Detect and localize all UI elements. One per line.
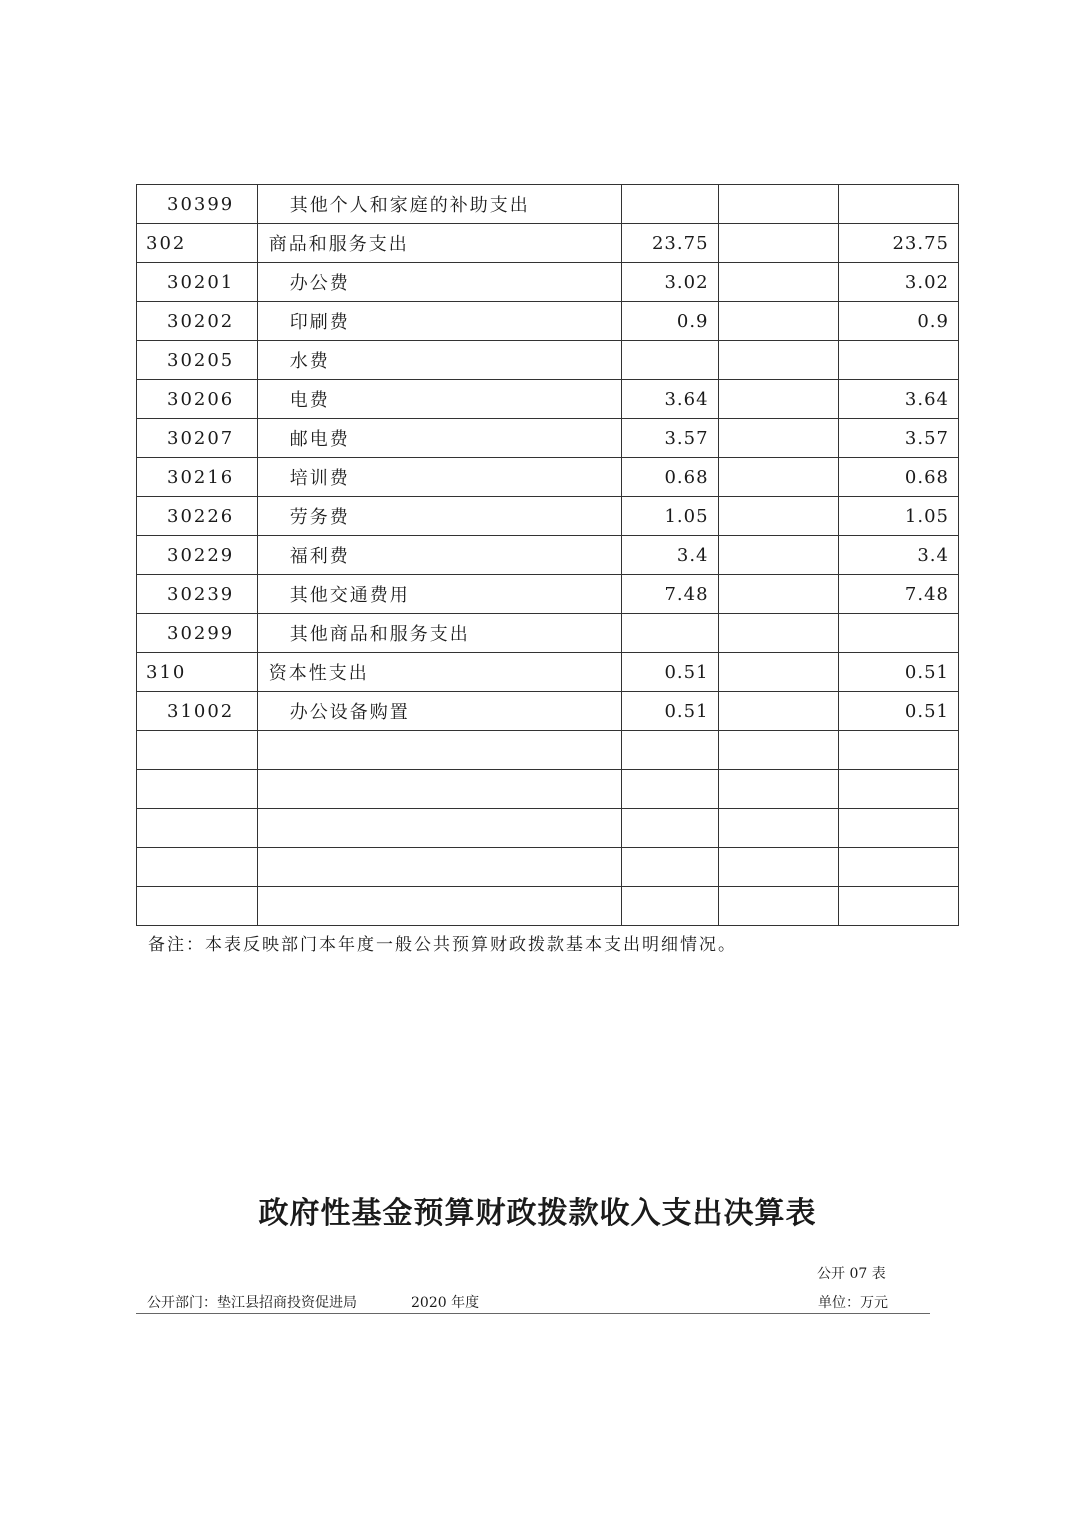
amount-cell	[621, 809, 718, 848]
account-name-cell: 办公费	[257, 263, 621, 302]
amount-cell	[718, 614, 839, 653]
amount-cell	[839, 848, 959, 887]
table-row	[137, 341, 959, 380]
amount-cell: 7.48	[839, 575, 959, 614]
table-row	[137, 302, 959, 341]
form-number: 公开 07 表	[817, 1266, 886, 1282]
account-name-cell: 印刷费	[257, 302, 621, 341]
table-row	[137, 575, 959, 614]
amount-cell: 3.02	[621, 263, 718, 302]
account-code-cell	[137, 809, 258, 848]
account-code-cell: 30229	[137, 536, 258, 575]
amount-cell	[839, 731, 959, 770]
amount-cell	[718, 692, 839, 731]
amount-cell: 3.57	[839, 419, 959, 458]
amount-cell	[718, 809, 839, 848]
amount-cell: 3.64	[621, 380, 718, 419]
amount-cell: 0.9	[839, 302, 959, 341]
table-row	[137, 263, 959, 302]
table-row	[137, 848, 959, 887]
table-body	[137, 185, 959, 926]
account-code-cell: 30201	[137, 263, 258, 302]
amount-cell: 0.68	[621, 458, 718, 497]
amount-cell: 3.02	[839, 263, 959, 302]
account-code-cell	[137, 887, 258, 926]
account-name-cell: 福利费	[257, 536, 621, 575]
amount-cell	[718, 575, 839, 614]
account-name-cell	[257, 770, 621, 809]
account-code-cell: 302	[137, 224, 258, 263]
amount-cell	[718, 341, 839, 380]
amount-cell	[839, 614, 959, 653]
table-row	[137, 185, 959, 224]
table-row	[137, 887, 959, 926]
amount-cell: 0.51	[621, 653, 718, 692]
table-row	[137, 614, 959, 653]
account-name-cell: 其他个人和家庭的补助支出	[257, 185, 621, 224]
amount-cell: 23.75	[621, 224, 718, 263]
account-name-cell: 劳务费	[257, 497, 621, 536]
account-name-cell: 邮电费	[257, 419, 621, 458]
account-code-cell: 30205	[137, 341, 258, 380]
amount-cell: 0.9	[621, 302, 718, 341]
amount-cell	[839, 887, 959, 926]
account-name-cell: 其他商品和服务支出	[257, 614, 621, 653]
amount-cell: 3.4	[839, 536, 959, 575]
table-row	[137, 692, 959, 731]
amount-cell	[621, 731, 718, 770]
amount-cell	[718, 302, 839, 341]
table-row	[137, 380, 959, 419]
amount-cell	[621, 341, 718, 380]
account-name-cell	[257, 731, 621, 770]
account-code-cell: 30226	[137, 497, 258, 536]
account-code-cell: 30299	[137, 614, 258, 653]
table-row	[137, 536, 959, 575]
amount-cell	[718, 263, 839, 302]
account-name-cell: 电费	[257, 380, 621, 419]
account-code-cell: 30239	[137, 575, 258, 614]
account-name-cell: 资本性支出	[257, 653, 621, 692]
account-name-cell: 商品和服务支出	[257, 224, 621, 263]
account-code-cell: 30399	[137, 185, 258, 224]
amount-cell	[718, 653, 839, 692]
account-code-cell: 310	[137, 653, 258, 692]
table-row	[137, 809, 959, 848]
account-name-cell	[257, 809, 621, 848]
amount-cell	[621, 614, 718, 653]
amount-cell	[718, 224, 839, 263]
amount-cell	[839, 341, 959, 380]
fiscal-year-label: 2020 年度	[411, 1295, 480, 1311]
amount-cell	[718, 536, 839, 575]
amount-cell: 7.48	[621, 575, 718, 614]
amount-cell: 0.68	[839, 458, 959, 497]
account-name-cell: 办公设备购置	[257, 692, 621, 731]
table-row	[137, 419, 959, 458]
account-name-cell: 水费	[257, 341, 621, 380]
amount-cell: 3.57	[621, 419, 718, 458]
section-title: 政府性基金预算财政拨款收入支出决算表	[258, 1196, 817, 1231]
table-note: 备注：本表反映部门本年度一般公共预算财政拨款基本支出明细情况。	[148, 935, 737, 955]
account-code-cell	[137, 848, 258, 887]
account-code-cell: 31002	[137, 692, 258, 731]
amount-cell: 0.51	[839, 653, 959, 692]
account-code-cell: 30202	[137, 302, 258, 341]
account-code-cell	[137, 731, 258, 770]
table-row	[137, 224, 959, 263]
amount-cell	[718, 380, 839, 419]
amount-cell	[621, 848, 718, 887]
amount-cell: 3.64	[839, 380, 959, 419]
account-name-cell: 其他交通费用	[257, 575, 621, 614]
department-label: 公开部门：垫江县招商投资促进局	[147, 1295, 357, 1311]
amount-cell: 23.75	[839, 224, 959, 263]
amount-cell	[718, 419, 839, 458]
account-name-cell: 培训费	[257, 458, 621, 497]
amount-cell	[839, 185, 959, 224]
account-code-cell: 30216	[137, 458, 258, 497]
amount-cell: 0.51	[839, 692, 959, 731]
account-code-cell: 30206	[137, 380, 258, 419]
table-row	[137, 458, 959, 497]
account-code-cell: 30207	[137, 419, 258, 458]
account-name-cell	[257, 848, 621, 887]
amount-cell	[839, 770, 959, 809]
amount-cell	[718, 848, 839, 887]
amount-cell	[718, 731, 839, 770]
expenditure-detail-table	[136, 184, 959, 926]
amount-cell	[718, 770, 839, 809]
amount-cell: 1.05	[839, 497, 959, 536]
amount-cell: 1.05	[621, 497, 718, 536]
amount-cell: 3.4	[621, 536, 718, 575]
header-rule	[136, 1313, 930, 1314]
account-code-cell	[137, 770, 258, 809]
unit-label: 单位：万元	[818, 1295, 888, 1311]
amount-cell	[839, 809, 959, 848]
table-row	[137, 731, 959, 770]
table-row	[137, 653, 959, 692]
amount-cell	[718, 887, 839, 926]
amount-cell	[621, 770, 718, 809]
table-row	[137, 497, 959, 536]
table-row	[137, 770, 959, 809]
amount-cell	[621, 185, 718, 224]
amount-cell	[718, 458, 839, 497]
account-name-cell	[257, 887, 621, 926]
amount-cell	[718, 185, 839, 224]
amount-cell	[621, 887, 718, 926]
amount-cell	[718, 497, 839, 536]
amount-cell: 0.51	[621, 692, 718, 731]
